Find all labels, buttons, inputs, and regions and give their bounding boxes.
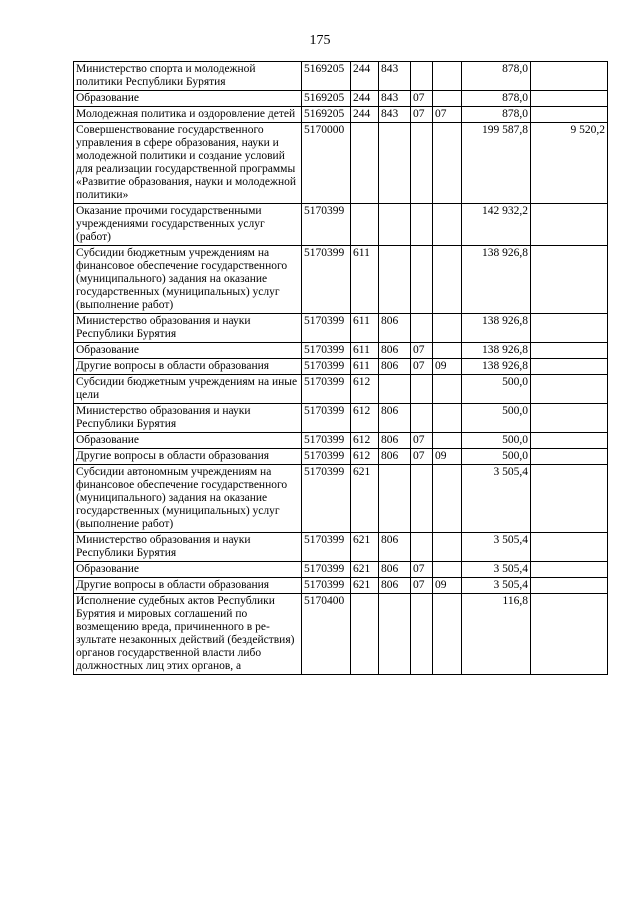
department-code-cell: 806 (379, 562, 411, 578)
amount-federal-cell (531, 465, 608, 533)
table-row (74, 314, 608, 343)
subsection-cell (433, 433, 462, 449)
amount-cell: 3 505,4 (462, 533, 531, 562)
section-cell (411, 594, 433, 675)
row-name-cell: Образование (74, 91, 302, 107)
row-name-cell: Субсидии бюджетным учреждениям на иные цели (74, 375, 302, 404)
department-code-cell (379, 465, 411, 533)
expense-type-cell: 611 (351, 359, 379, 375)
department-code-cell: 806 (379, 578, 411, 594)
target-code-cell: 5170399 (302, 343, 351, 359)
budget-table (73, 61, 608, 675)
section-cell (411, 465, 433, 533)
department-code-cell (379, 375, 411, 404)
section-cell (411, 404, 433, 433)
department-code-cell: 806 (379, 449, 411, 465)
subsection-cell: 07 (433, 107, 462, 123)
table-row (74, 562, 608, 578)
expense-type-cell: 612 (351, 375, 379, 404)
expense-type-cell (351, 204, 379, 246)
department-code-cell: 843 (379, 107, 411, 123)
target-code-cell: 5169205 (302, 91, 351, 107)
table-row (74, 404, 608, 433)
department-code-cell: 806 (379, 433, 411, 449)
target-code-cell: 5170399 (302, 404, 351, 433)
department-code-cell: 806 (379, 314, 411, 343)
row-name-cell: Субсидии бюджетным учреждениям на финансовое обеспечение государственного (муниципального) задания на оказание государственных (муниципальных) услуг (выполнение работ) (74, 246, 302, 314)
section-cell (411, 123, 433, 204)
expense-type-cell: 611 (351, 314, 379, 343)
amount-cell: 500,0 (462, 375, 531, 404)
subsection-cell (433, 533, 462, 562)
amount-federal-cell (531, 107, 608, 123)
row-name-cell: Другие вопросы в области образования (74, 359, 302, 375)
table-row (74, 246, 608, 314)
amount-federal-cell (531, 404, 608, 433)
table-row (74, 62, 608, 91)
amount-cell: 138 926,8 (462, 359, 531, 375)
amount-federal-cell (531, 343, 608, 359)
target-code-cell: 5169205 (302, 107, 351, 123)
target-code-cell: 5170399 (302, 562, 351, 578)
amount-federal-cell (531, 314, 608, 343)
department-code-cell: 806 (379, 404, 411, 433)
department-code-cell: 843 (379, 62, 411, 91)
expense-type-cell: 244 (351, 107, 379, 123)
section-cell: 07 (411, 91, 433, 107)
row-name-cell: Министерство спорта и молодежной политики Республики Бурятия (74, 62, 302, 91)
expense-type-cell: 621 (351, 562, 379, 578)
amount-cell: 142 932,2 (462, 204, 531, 246)
department-code-cell (379, 204, 411, 246)
row-name-cell: Образование (74, 343, 302, 359)
subsection-cell (433, 123, 462, 204)
row-name-cell: Образование (74, 562, 302, 578)
department-code-cell (379, 246, 411, 314)
section-cell: 07 (411, 562, 433, 578)
department-code-cell (379, 594, 411, 675)
expense-type-cell: 612 (351, 433, 379, 449)
subsection-cell (433, 375, 462, 404)
expense-type-cell: 611 (351, 246, 379, 314)
table-row (74, 91, 608, 107)
subsection-cell: 09 (433, 359, 462, 375)
amount-federal-cell (531, 533, 608, 562)
subsection-cell (433, 314, 462, 343)
section-cell: 07 (411, 433, 433, 449)
table-row (74, 433, 608, 449)
section-cell: 07 (411, 449, 433, 465)
row-name-cell: Министерство образования и науки Республики Бурятия (74, 404, 302, 433)
amount-cell: 138 926,8 (462, 314, 531, 343)
row-name-cell: Министерство образования и науки Республики Бурятия (74, 533, 302, 562)
expense-type-cell: 611 (351, 343, 379, 359)
amount-federal-cell (531, 433, 608, 449)
table-row (74, 359, 608, 375)
subsection-cell (433, 246, 462, 314)
amount-federal-cell (531, 375, 608, 404)
department-code-cell: 843 (379, 91, 411, 107)
expense-type-cell: 244 (351, 91, 379, 107)
expense-type-cell: 621 (351, 465, 379, 533)
table-row (74, 449, 608, 465)
amount-cell: 116,8 (462, 594, 531, 675)
amount-federal-cell (531, 62, 608, 91)
target-code-cell: 5170399 (302, 533, 351, 562)
amount-cell: 3 505,4 (462, 562, 531, 578)
subsection-cell (433, 91, 462, 107)
amount-federal-cell (531, 246, 608, 314)
expense-type-cell: 244 (351, 62, 379, 91)
table-row (74, 594, 608, 675)
target-code-cell: 5170399 (302, 314, 351, 343)
expense-type-cell: 621 (351, 533, 379, 562)
amount-federal-cell (531, 578, 608, 594)
table-row (74, 465, 608, 533)
target-code-cell: 5170399 (302, 204, 351, 246)
target-code-cell: 5170399 (302, 246, 351, 314)
target-code-cell: 5170399 (302, 449, 351, 465)
subsection-cell (433, 465, 462, 533)
section-cell (411, 375, 433, 404)
section-cell (411, 62, 433, 91)
section-cell (411, 314, 433, 343)
row-name-cell: Министерство образования и науки Республики Бурятия (74, 314, 302, 343)
department-code-cell: 806 (379, 359, 411, 375)
amount-federal-cell (531, 594, 608, 675)
target-code-cell: 5170399 (302, 433, 351, 449)
row-name-cell: Другие вопросы в области образования (74, 578, 302, 594)
amount-cell: 878,0 (462, 62, 531, 91)
table-row (74, 375, 608, 404)
target-code-cell: 5170400 (302, 594, 351, 675)
row-name-cell: Оказание прочими государственными учреждениями государственных услуг (работ) (74, 204, 302, 246)
row-name-cell: Исполнение судебных актов Республики Бурятия и мировых соглашений по возмещению вреда, причиненного в результате незаконных действий (бездействия) органов государственной власти либо должностных лиц этих органов, а (74, 594, 302, 675)
subsection-cell (433, 562, 462, 578)
expense-type-cell (351, 594, 379, 675)
subsection-cell (433, 594, 462, 675)
section-cell: 07 (411, 578, 433, 594)
table-row (74, 343, 608, 359)
table-row (74, 578, 608, 594)
expense-type-cell: 612 (351, 449, 379, 465)
section-cell: 07 (411, 359, 433, 375)
subsection-cell (433, 204, 462, 246)
amount-cell: 138 926,8 (462, 343, 531, 359)
amount-cell: 199 587,8 (462, 123, 531, 204)
table-row (74, 107, 608, 123)
target-code-cell: 5170399 (302, 578, 351, 594)
table-row (74, 204, 608, 246)
amount-cell: 138 926,8 (462, 246, 531, 314)
table-body (74, 62, 608, 675)
row-name-cell: Образование (74, 433, 302, 449)
target-code-cell: 5170399 (302, 375, 351, 404)
department-code-cell: 806 (379, 533, 411, 562)
amount-federal-cell (531, 359, 608, 375)
target-code-cell: 5169205 (302, 62, 351, 91)
expense-type-cell (351, 123, 379, 204)
amount-cell: 878,0 (462, 107, 531, 123)
table-row (74, 533, 608, 562)
amount-cell: 500,0 (462, 404, 531, 433)
amount-cell: 500,0 (462, 433, 531, 449)
amount-cell: 500,0 (462, 449, 531, 465)
target-code-cell: 5170000 (302, 123, 351, 204)
target-code-cell: 5170399 (302, 359, 351, 375)
amount-federal-cell (531, 449, 608, 465)
expense-type-cell: 621 (351, 578, 379, 594)
table-row (74, 123, 608, 204)
section-cell (411, 204, 433, 246)
department-code-cell (379, 123, 411, 204)
amount-cell: 3 505,4 (462, 578, 531, 594)
section-cell: 07 (411, 107, 433, 123)
amount-cell: 3 505,4 (462, 465, 531, 533)
target-code-cell: 5170399 (302, 465, 351, 533)
subsection-cell: 09 (433, 578, 462, 594)
section-cell: 07 (411, 343, 433, 359)
row-name-cell: Молодежная политика и оздоровление детей (74, 107, 302, 123)
subsection-cell: 09 (433, 449, 462, 465)
department-code-cell: 806 (379, 343, 411, 359)
expense-type-cell: 612 (351, 404, 379, 433)
subsection-cell (433, 62, 462, 91)
row-name-cell: Другие вопросы в области образования (74, 449, 302, 465)
subsection-cell (433, 343, 462, 359)
amount-federal-cell (531, 204, 608, 246)
amount-federal-cell (531, 562, 608, 578)
section-cell (411, 533, 433, 562)
amount-cell: 878,0 (462, 91, 531, 107)
section-cell (411, 246, 433, 314)
subsection-cell (433, 404, 462, 433)
row-name-cell: Субсидии автономным учреждениям на финансовое обеспечение государственного (муниципального) задания на оказание государственных (муниципальных) услуг (выполнение работ) (74, 465, 302, 533)
amount-federal-cell (531, 91, 608, 107)
amount-federal-cell: 9 520,2 (531, 123, 608, 204)
row-name-cell: Совершенствование государственного управления в сфере образования, науки и молодежной политики и создание условий для реализации государственной программы «Развитие образования, науки и молодежной политики» (74, 123, 302, 204)
page-number: 175 (309, 33, 331, 48)
